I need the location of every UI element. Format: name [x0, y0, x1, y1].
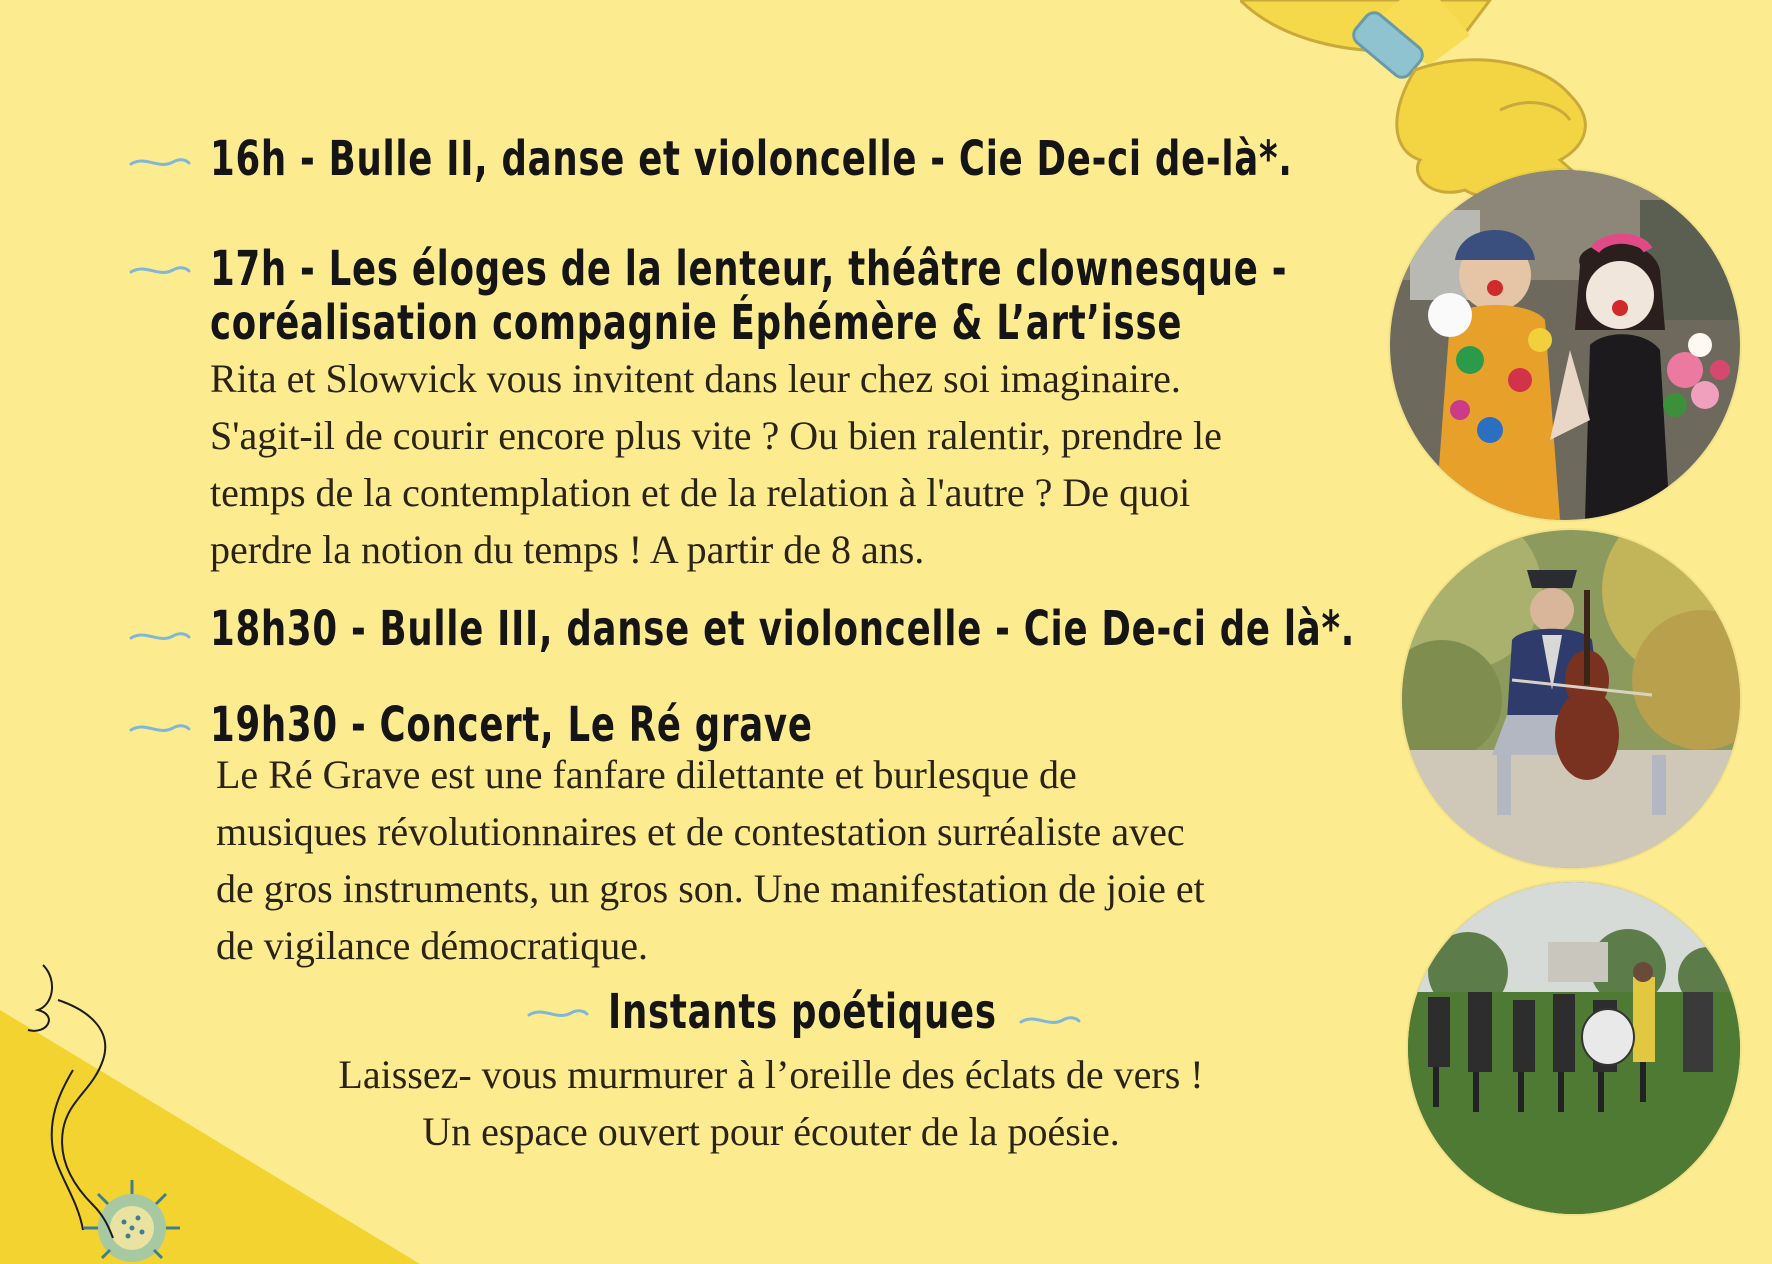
description-line: Rita et Slowvick vous invitent dans leur chez soi imaginaire. — [210, 356, 1181, 401]
title-line: 17h - Les éloges de la lenteur, théâtre clownesque - — [210, 241, 1288, 297]
description-line: temps de la contemplation et de la relation à l'autre ? De quoi — [210, 470, 1191, 515]
title-line: 19h30 - Concert, Le Ré grave — [210, 697, 813, 753]
schedule-item-4-description — [216, 746, 1205, 974]
title-line: 18h30 - Bulle III, danse et violoncelle - Cie De-ci de là*. — [210, 601, 1356, 657]
title-line: 16h - Bulle II, danse et violoncelle - Cie De-ci de-là*. — [210, 131, 1293, 187]
schedule-item-3-title — [210, 602, 1355, 656]
description-line: S'agit-il de courir encore plus vite ? Ou bien ralentir, prendre le — [210, 413, 1222, 458]
description-line: perdre la notion du temps ! A partir de 8 ans. — [210, 527, 925, 572]
wave-icon — [128, 152, 192, 174]
schedule-item-2-description — [210, 350, 1222, 578]
description-line: musiques révolutionnaires et de contestation surréaliste avec — [216, 809, 1185, 854]
cellist-photo — [1402, 530, 1740, 868]
schedule-item-1-title — [210, 132, 1293, 186]
schedule-item-4-title — [210, 698, 813, 752]
wave-icon — [128, 260, 192, 282]
clowns-photo — [1390, 170, 1740, 520]
title-line: coréalisation compagnie Éphémère & L’art’isse — [210, 295, 1183, 351]
schedule-item-2-title — [210, 242, 1287, 350]
line-drawing-illustration — [18, 960, 128, 1240]
poetic-section-title: Instants poétiques — [608, 984, 997, 1040]
wave-icon — [526, 1003, 590, 1025]
wave-icon — [128, 626, 192, 648]
description-line: Laissez- vous murmurer à l’oreille des éclats de vers ! — [338, 1052, 1204, 1097]
description-line: de gros instruments, un gros son. Une manifestation de joie et — [216, 866, 1205, 911]
description-line: Le Ré Grave est une fanfare dilettante et burlesque de — [216, 752, 1077, 797]
wave-icon — [1018, 1010, 1082, 1032]
fanfare-photo — [1408, 882, 1740, 1214]
description-line: Un espace ouvert pour écouter de la poésie. — [422, 1109, 1120, 1154]
description-line: de vigilance démocratique. — [216, 923, 649, 968]
wave-icon — [128, 718, 192, 740]
poetic-section-description — [236, 1046, 1306, 1160]
